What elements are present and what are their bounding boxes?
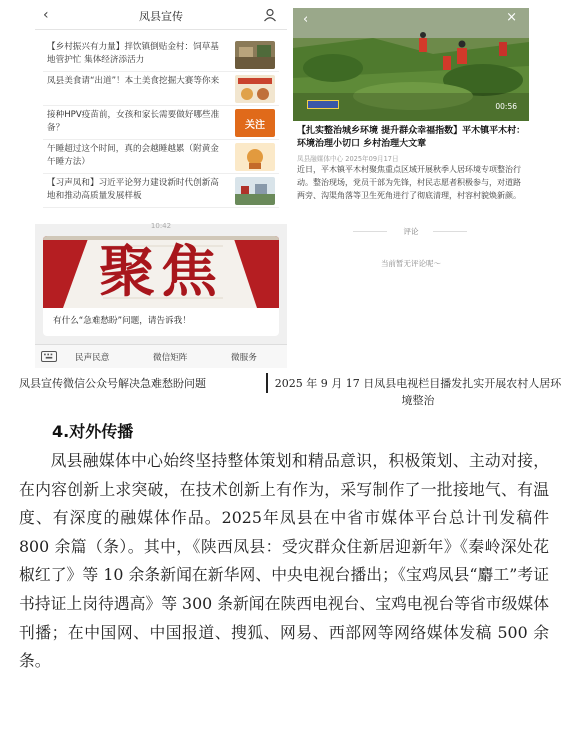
video-timestamp: 00:56 — [495, 102, 517, 111]
feed-item[interactable] — [43, 72, 279, 106]
wechat-screenshot — [35, 0, 287, 368]
feed-thumbnail — [235, 75, 275, 103]
feed-thumbnail — [235, 143, 275, 171]
feed-item[interactable] — [43, 106, 279, 140]
feed-item-title: 【乡村振兴有力量】拌饮镇倒贴金村：饲草基地管护忙 集体经济添活力 — [47, 42, 219, 65]
wechat-header — [35, 0, 287, 30]
caption-divider — [266, 373, 268, 393]
news-title: 【扎实整治城乡环境 提升群众幸福指数】平木镇平木村：环境治理小切口 乡村治理大文章 — [297, 126, 526, 149]
account-title: 凤县宣传 — [139, 10, 183, 23]
comment-label: 评论 — [403, 227, 419, 236]
news-source: 凤县融媒体中心 2025年09月17日 — [297, 155, 399, 163]
keyboard-icon[interactable] — [41, 351, 57, 362]
menu-item-wechat-matrix[interactable]: 微信矩阵 — [153, 353, 188, 363]
feed-item-title: 接种HPV疫苗前，女孩和家长需要做好哪些准备？ — [47, 110, 220, 133]
follow-thumbnail — [235, 109, 275, 137]
feed-item-title: 午睡超过这个时间，真的会越睡越累（附黄金午睡方法） — [47, 144, 219, 167]
back-icon[interactable]: ‹ — [303, 12, 309, 27]
video-player[interactable] — [293, 8, 529, 121]
banner-caption: 有什么“急难愁盼”问题，请告诉我！ — [53, 316, 191, 326]
caption-left: 凤县宣传微信公众号解决急难愁盼问题 — [19, 377, 206, 390]
feed-item[interactable] — [43, 174, 279, 208]
feed-item[interactable] — [43, 38, 279, 72]
feed-thumbnail — [235, 41, 275, 69]
follow-badge: 关注 — [245, 120, 265, 131]
menu-item-micro-service[interactable]: 微服务 — [231, 353, 257, 363]
back-icon[interactable]: ‹ — [43, 7, 49, 23]
article-feed — [35, 14, 287, 224]
wechat-menu-bar — [35, 344, 287, 368]
divider — [433, 231, 467, 232]
news-body: 近日，平木镇平木村聚焦重点区域开展秋季人居环境专项整治行动。整治现场，党员干部为先锋，村民志愿者积极参与，对道路两旁、沟渠角落等卫生死角进行了彻底清理，村容村貌焕新颜。 — [297, 165, 521, 200]
banner-focus-word: 聚焦 — [99, 239, 223, 305]
feed-item-title: 凤县美食请“出道”！本土美食挖掘大赛等你来 — [47, 76, 220, 86]
close-icon[interactable]: × — [506, 10, 517, 25]
feed-thumbnail — [235, 177, 275, 205]
caption-right: 2025 年 9 月 17 日凤县电视栏目播发扎实开展农村人居环境整治 — [274, 377, 562, 407]
feed-item[interactable] — [43, 140, 279, 174]
menu-item-public-voice[interactable]: 民声民意 — [75, 353, 110, 363]
feed-item-title: 【习声凤和】习近平论努力建设新时代创新高地和推动高质量发展样板 — [47, 178, 219, 201]
section-heading: 4.对外传播 — [52, 422, 134, 441]
section-paragraph: 凤县融媒体中心始终坚持整体策划和精品意识，积极策划、主动对接，在内容创新上求突破，在技术创新上有作为，采写制作了一批接地气、有温度、有深度的融媒体作品。2025年凤县在中省市媒体平台总计刊发稿件 800 余篇（条）。其中，《陕西凤县：受灾群众住新居迎新年》《秦岭深处花椒红了》等 10 余条新闻在新华网、中央电视台播出；《宝鸡凤县“麝工”考证书持证上岗待遇高》等 300 条新闻在陕西电视台、宝鸡电视台等省市级媒体刊播；在中国网、中国报道、搜狐、网易、西部网等网络媒体发稿 500 余条。 — [19, 451, 549, 671]
no-comment-text: 当前暂无评论呢～ — [381, 259, 441, 268]
tv-station-logo — [307, 100, 339, 109]
tv-news-screenshot — [293, 8, 529, 278]
user-icon[interactable] — [263, 8, 277, 22]
message-time: 10:42 — [150, 222, 172, 230]
focus-banner[interactable] — [43, 236, 279, 336]
